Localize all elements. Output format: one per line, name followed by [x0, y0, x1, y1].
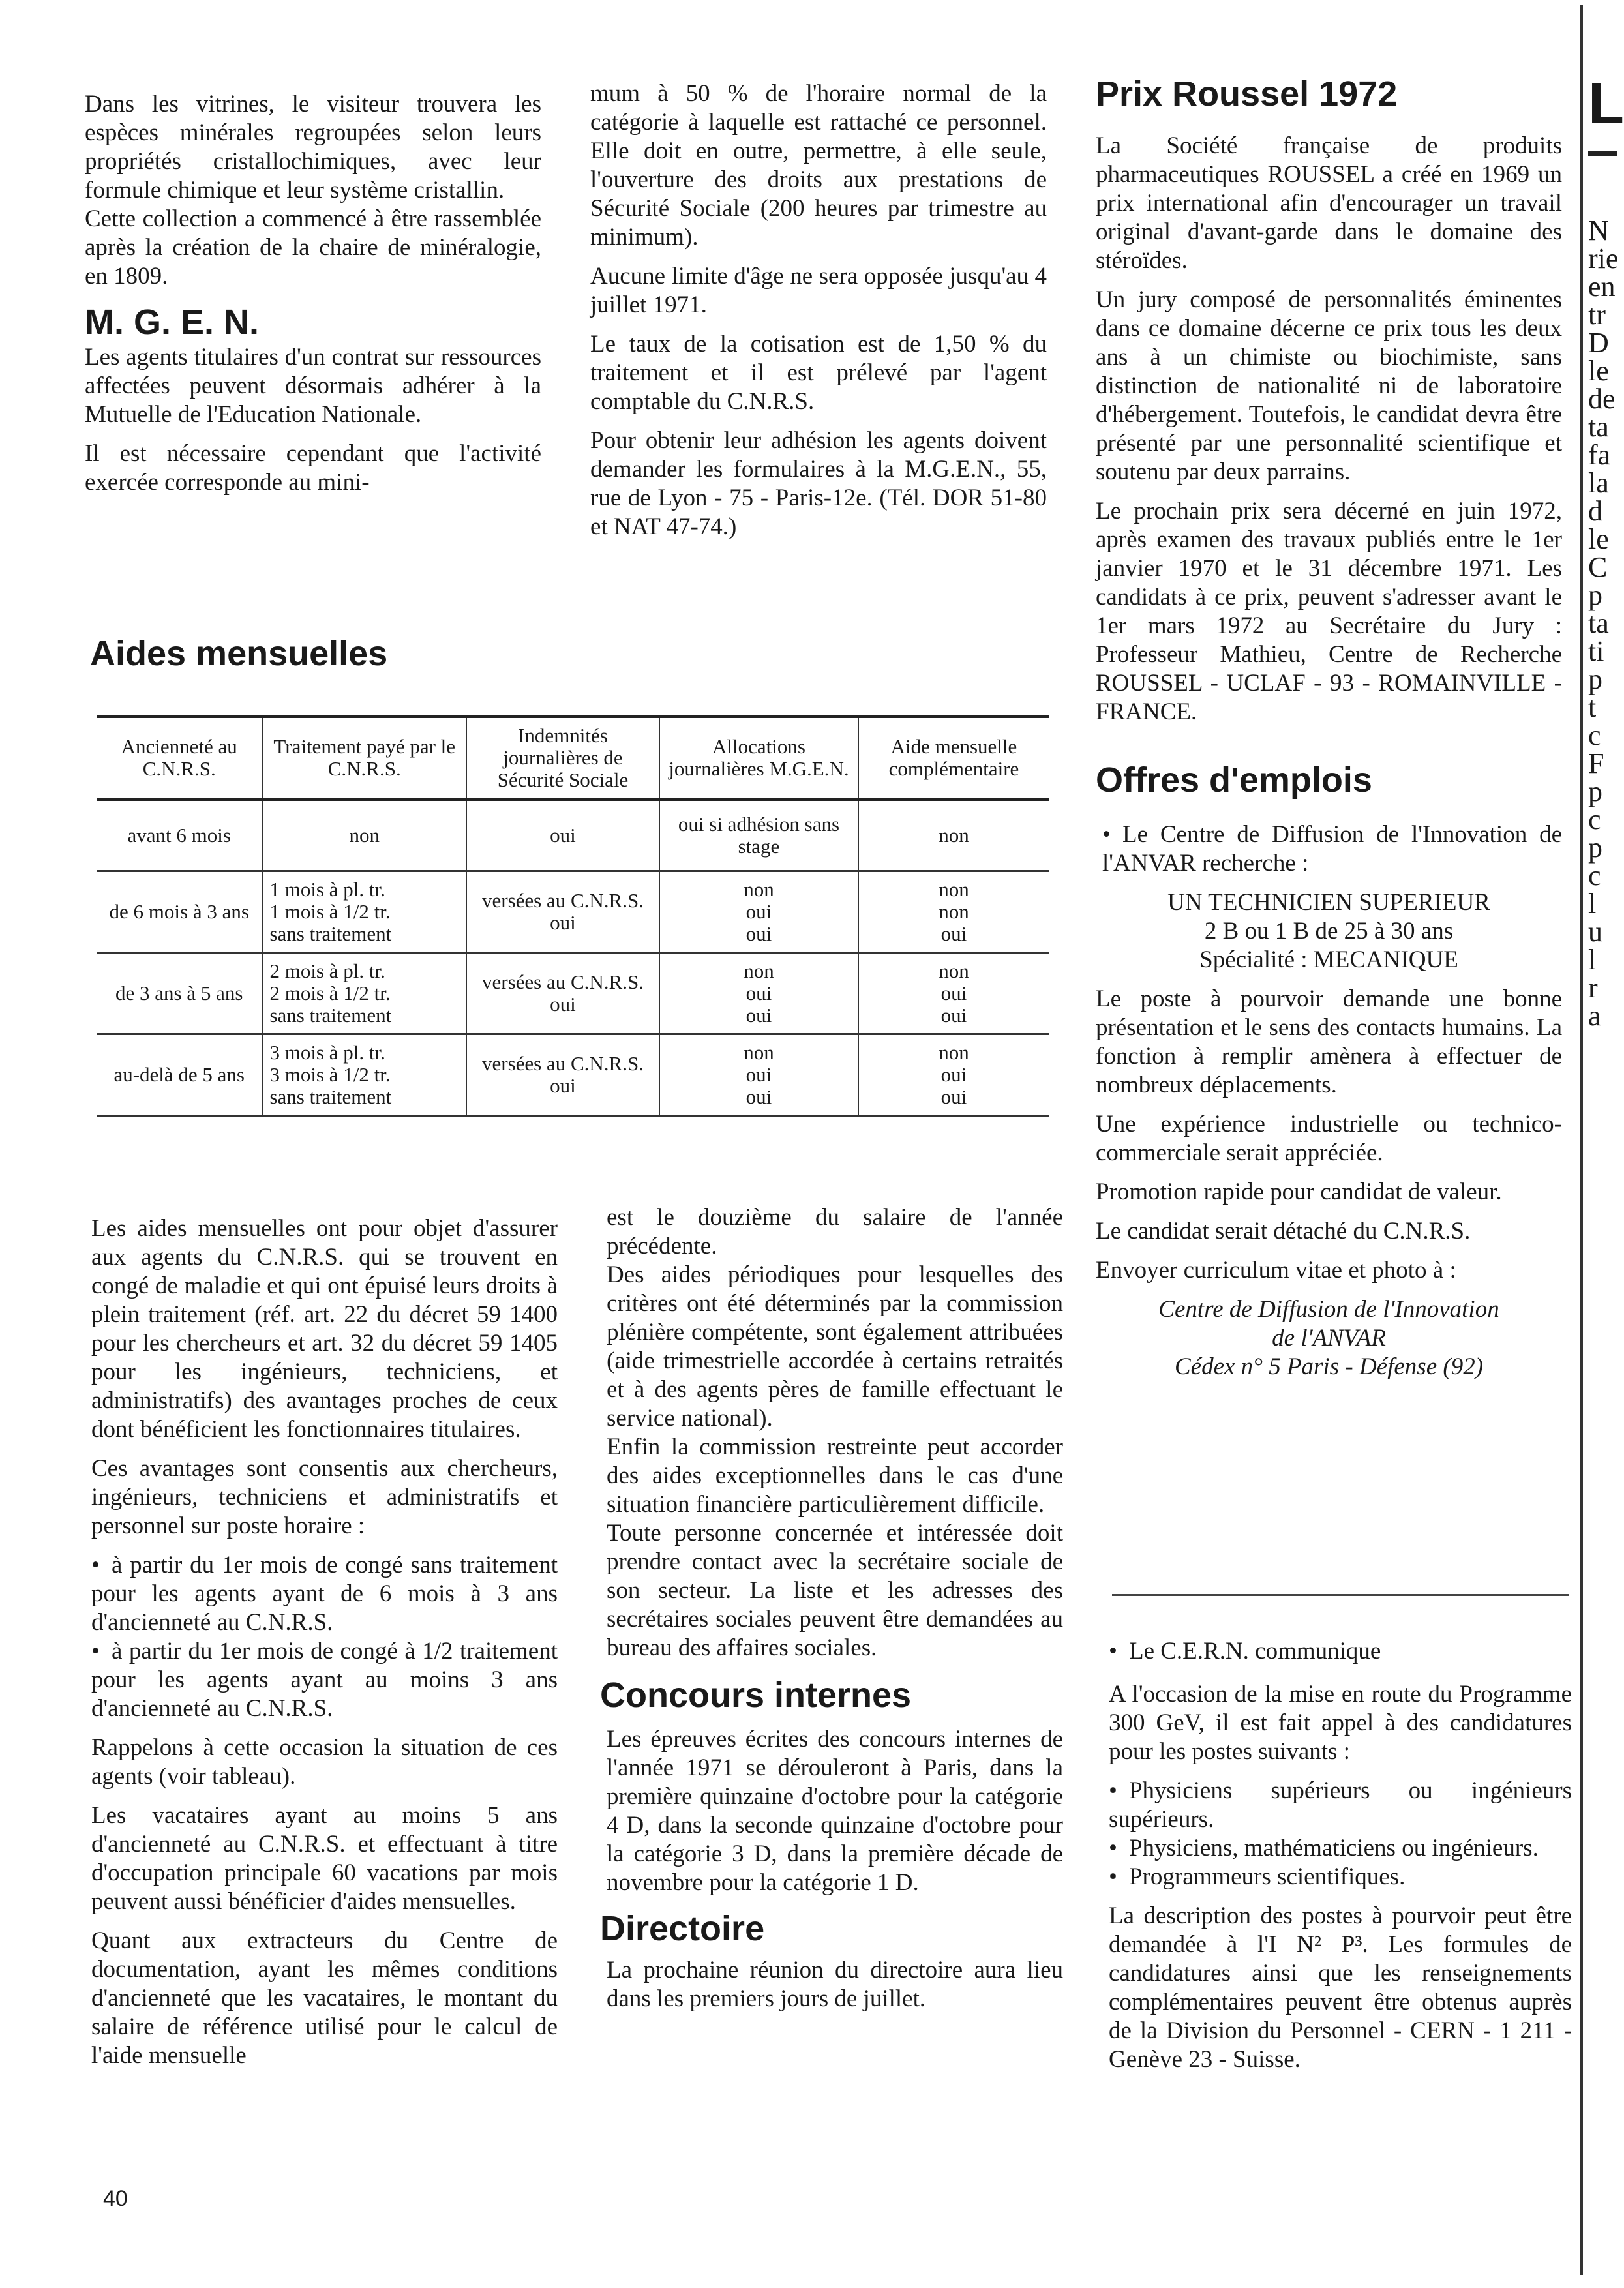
table-cell: 1 mois à pl. tr. 1 mois à 1/2 tr. sans traitement — [262, 871, 466, 953]
table-cell: versées au C.N.R.S. oui — [466, 953, 659, 1034]
directoire-paragraph: La prochaine réunion du directoire aura lieu dans les premiers jours de juillet. — [607, 1957, 1063, 2012]
adjacent-page-letter: L — [1588, 71, 1624, 136]
adjacent-page-fragment: u — [1588, 916, 1602, 948]
adjacent-page-fragment: p — [1588, 832, 1602, 864]
adjacent-page-fragment: C — [1588, 551, 1608, 583]
roussel-paragraph-3: Le prochain prix sera décerné en juin 1972, après examen des travaux publiés entre le 1er janvier 1970 et le 31 décembre 1971. Les candidats à ce prix, peuvent s'adresser avant le 1er mars 1972 au Secrétaire du Jury : Professeur Mathieu, Centre de Recherche ROUSSEL - UCLAF - 93 - ROMAINVILLE - FRANCE. — [1096, 498, 1562, 725]
adjacent-page-fragment: de — [1588, 383, 1616, 415]
cern-block — [1109, 1637, 1572, 2085]
aides-paragraph-6: est le douzième du salaire de l'année précédente. — [607, 1204, 1063, 1259]
table-cell: avant 6 mois — [97, 800, 262, 871]
header-indemnites: Indemnités journalières de Sécurité Sociale — [466, 717, 659, 800]
table-cell: non oui oui — [659, 953, 858, 1034]
adjacent-page-fragment: rie — [1588, 243, 1619, 275]
adjacent-page-fragment: ta — [1588, 411, 1609, 443]
column-1-top — [85, 90, 541, 507]
concours-paragraph: Les épreuves écrites des concours internes de l'année 1971 se dérouleront à Paris, dans la première quinzaine d'octobre pour la catégorie 4 D, dans la seconde quinzaine d'octobre pour la catégorie 3 D, dans la première décade de novembre pour la catégorie 1 D. — [607, 1726, 1063, 1896]
address-line-3: Cédex n° 5 Paris - Défense (92) — [1174, 1353, 1484, 1380]
table-cell: au-delà de 5 ans — [97, 1034, 262, 1116]
offres-paragraph-5: Envoyer curriculum vitae et photo à : — [1096, 1257, 1456, 1284]
mgen-paragraph-3: mum à 50 % de l'horaire normal de la catégorie à laquelle est rattaché ce personnel. Elle doit en outre, permettre, à elle seule, l'ouverture des droits aux prestations de Sécurité Sociale (200 heures par trimestre au minimum). — [590, 80, 1047, 250]
aides-paragraph-1: Les aides mensuelles ont pour objet d'assurer aux agents du C.N.R.S. qui se trouvent en congé de maladie et qui ont épuisé leurs droits à plein traitement (réf. art. 22 du décret 59 1400 pour les chercheurs et art. 32 du décret 59 1405 pour les ingénieurs, techniciens, et administratifs) des avantages proches de ceux dont bénéficient les fonctionnaires titulaires. — [91, 1215, 558, 1443]
aides-paragraph-8: Enfin la commission restreinte peut accorder des aides exceptionnelles dans le cas d'une situation financière particulièrement difficile. — [607, 1434, 1063, 1518]
column-2-top — [590, 80, 1047, 552]
adjacent-page-fragment: l — [1588, 944, 1597, 976]
roussel-paragraph-1: La Société française de produits pharmaceutiques ROUSSEL a créé en 1969 un prix international afin d'encourager un travail original d'avant-garde dans le domaine des stéroïdes. — [1096, 132, 1562, 274]
cern-paragraph-2: La description des postes à pourvoir peut être demandée à l'I N² P³. Les formules de candidatures ainsi que les renseignements complémentaires peuvent être obtenus auprès de la Division du Personnel - CERN - 1 211 - Genève 23 - Suisse. — [1109, 1903, 1572, 2073]
offres-paragraph-3: Promotion rapide pour candidat de valeur. — [1096, 1179, 1502, 1205]
aides-bullet-2: • à partir du 1er mois de congé à 1/2 traitement pour les agents ayant au moins 3 ans d'ancienneté au C.N.R.S. — [91, 1637, 558, 1723]
aides-table-wrapper — [97, 715, 1049, 1117]
table-cell: versées au C.N.R.S. oui — [466, 1034, 659, 1116]
adjacent-page-fragment: p — [1588, 775, 1602, 807]
header-anciennete: Ancienneté au C.N.R.S. — [97, 717, 262, 800]
adjacent-page-fragment: c — [1588, 860, 1601, 892]
table-cell: versées au C.N.R.S. oui — [466, 871, 659, 953]
intro-paragraph-1: Dans les vitrines, le visiteur trouvera les espèces minérales regroupées selon leurs propriétés cristallochimiques, avec leur formule chimique et leur système cristallin. — [85, 91, 541, 203]
table-cell: non oui oui — [659, 871, 858, 953]
offres-bullet: • Le Centre de Diffusion de l'Innovation de l'ANVAR recherche : — [1102, 820, 1562, 878]
adjacent-page-fragment: D — [1588, 327, 1609, 359]
table-cell: de 3 ans à 5 ans — [97, 953, 262, 1034]
job-grade: 2 B ou 1 B de 25 à 30 ans — [1204, 918, 1454, 944]
aides-paragraph-4: Les vacataires ayant au moins 5 ans d'ancienneté au C.N.R.S. et effectuant à titre d'occupation principale 60 vacations par mois peuvent aussi bénéficier d'aides mensuelles. — [91, 1802, 558, 1915]
adjacent-page-fragment: le — [1588, 523, 1609, 555]
table-cell: non — [262, 800, 466, 871]
table-cell: oui — [466, 800, 659, 871]
adjacent-page-fragment: fa — [1588, 439, 1611, 471]
adjacent-page-fragment: N — [1588, 215, 1609, 247]
roussel-paragraph-2: Un jury composé de personnalités éminentes dans ce domaine décerne ce prix tous les deux ans à un chimiste ou biochimiste, sans distinction de nationalité ni de laboratoire d'hébergement. Toutefois, le candidat devra être présenté par une personnalité scientifique et soutenu par deux parrains. — [1096, 286, 1562, 485]
offres-heading: Offres d'emplois — [1096, 760, 1372, 800]
offres-paragraph-4: Le candidat serait détaché du C.N.R.S. — [1096, 1218, 1471, 1244]
cern-list-item: • Programmeurs scientifiques. — [1109, 1863, 1572, 1891]
table-cell: non non oui — [858, 871, 1049, 953]
aides-paragraph-3: Rappelons à cette occasion la situation de ces agents (voir tableau). — [91, 1734, 558, 1790]
address-line-1: Centre de Diffusion de l'Innovation — [1158, 1296, 1499, 1323]
directoire-heading: Directoire — [600, 1909, 765, 1948]
cern-paragraph-1: A l'occasion de la mise en route du Programme 300 GeV, il est fait appel à des candidatures pour les postes suivants : — [1109, 1681, 1572, 1765]
cern-list-item: • Physiciens supérieurs ou ingénieurs supérieurs. — [1109, 1777, 1572, 1834]
header-traitement: Traitement payé par le C.N.R.S. — [262, 717, 466, 800]
page-fold-line — [1580, 5, 1583, 2275]
table-row — [97, 871, 1049, 953]
adjacent-page-fragment: l — [1588, 888, 1597, 920]
adjacent-page-fragment: ta — [1588, 607, 1609, 639]
table-cell: non oui oui — [659, 1034, 858, 1116]
aides-table — [97, 715, 1049, 1117]
job-specialty: Spécialité : MECANIQUE — [1199, 946, 1458, 973]
table-cell: non oui oui — [858, 953, 1049, 1034]
adjacent-page-fragment: la — [1588, 467, 1609, 499]
mgen-paragraph-6: Pour obtenir leur adhésion les agents doivent demander les formulaires à la M.G.E.N., 55, rue de Lyon - 75 - Paris-12e. (Tél. DOR 51-80 et NAT 47-74.) — [590, 427, 1047, 540]
adjacent-page-fragment: r — [1588, 972, 1598, 1004]
offres-paragraph-2: Une expérience industrielle ou technico-commerciale serait appréciée. — [1096, 1111, 1562, 1166]
table-row — [97, 953, 1049, 1034]
aides-bullet-1: • à partir du 1er mois de congé sans traitement pour les agents ayant de 6 mois à 3 ans d'ancienneté au C.N.R.S. — [91, 1551, 558, 1637]
aides-paragraph-5: Quant aux extracteurs du Centre de documentation, ayant les mêmes conditions d'ancienneté que les vacataires, le montant du salaire de référence utilisé pour le calcul de l'aide mensuelle — [91, 1927, 558, 2069]
adjacent-page-fragment: c — [1588, 804, 1601, 835]
aides-paragraph-7: Des aides périodiques pour lesquelles des critères ont été déterminés par la commission plénière compétente, sont également attribuées (aide trimestrielle accordée à certains retraités et à des agents pères de famille effectuant le service national). — [607, 1261, 1063, 1432]
table-cell: de 6 mois à 3 ans — [97, 871, 262, 953]
adjacent-page-fragment: p — [1588, 579, 1602, 611]
adjacent-page-fragment: ti — [1588, 635, 1604, 667]
mgen-heading: M. G. E. N. — [85, 303, 260, 342]
adjacent-page-fragment: d — [1588, 495, 1602, 527]
column-1-bottom — [91, 1214, 558, 2081]
mgen-paragraph-1: Les agents titulaires d'un contrat sur ressources affectées peuvent désormais adhérer à la Mutuelle de l'Education Nationale. — [85, 344, 541, 428]
job-title: UN TECHNICIEN SUPERIEUR — [1167, 889, 1490, 916]
header-allocations: Allocations journalières M.G.E.N. — [659, 717, 858, 800]
adjacent-page-rule — [1588, 151, 1617, 156]
adjacent-page-fragment: a — [1588, 1000, 1601, 1032]
table-cell: non — [858, 800, 1049, 871]
table-cell: 3 mois à pl. tr. 3 mois à 1/2 tr. sans traitement — [262, 1034, 466, 1116]
table-cell: non oui oui — [858, 1034, 1049, 1116]
mgen-paragraph-4: Aucune limite d'âge ne sera opposée jusqu'au 4 juillet 1971. — [590, 263, 1047, 318]
table-cell: 2 mois à pl. tr. 2 mois à 1/2 tr. sans traitement — [262, 953, 466, 1034]
intro-paragraph-2: Cette collection a commencé à être rassemblée après la création de la chaire de minéralogie, en 1809. — [85, 205, 541, 290]
adjacent-page-fragment: le — [1588, 355, 1609, 387]
table-cell: oui si adhésion sans stage — [659, 800, 858, 871]
address-line-2: de l'ANVAR — [1272, 1325, 1386, 1351]
aides-paragraph-2: Ces avantages sont consentis aux chercheurs, ingénieurs, techniciens et administratifs et personnel sur poste horaire : — [91, 1455, 558, 1539]
table-header-row — [97, 717, 1049, 800]
adjacent-page-edge — [1569, 0, 1624, 2288]
column-3 — [1096, 73, 1562, 1392]
section-divider — [1112, 1594, 1569, 1596]
cern-bullet: • Le C.E.R.N. communique — [1109, 1637, 1572, 1666]
table-row — [97, 1034, 1049, 1116]
aides-paragraph-9: Toute personne concernée et intéressée doit prendre contact avec la secrétaire sociale de son secteur. La liste et les adresses des secrétaires sociales peuvent être demandées au bureau des affaires sociales. — [607, 1520, 1063, 1661]
table-row — [97, 800, 1049, 871]
adjacent-page-fragment: F — [1588, 747, 1604, 779]
header-aide: Aide mensuelle complémentaire — [858, 717, 1049, 800]
adjacent-page-fragment: t — [1588, 691, 1597, 723]
adjacent-page-fragment: p — [1588, 663, 1602, 695]
cern-list-item: • Physiciens, mathématiciens ou ingénieurs. — [1109, 1834, 1572, 1863]
concours-heading: Concours internes — [600, 1676, 912, 1715]
adjacent-page-fragment: en — [1588, 271, 1616, 303]
aides-heading: Aides mensuelles — [90, 634, 388, 673]
mgen-paragraph-2: Il est nécessaire cependant que l'activité exercée corresponde au mini- — [85, 440, 541, 496]
adjacent-page-fragment: tr — [1588, 299, 1606, 331]
roussel-heading: Prix Roussel 1972 — [1096, 74, 1398, 113]
mgen-paragraph-5: Le taux de la cotisation est de 1,50 % du traitement et il est prélevé par l'agent comptable du C.N.R.S. — [590, 331, 1047, 415]
column-2-bottom — [600, 1203, 1063, 2024]
page-number: 40 — [103, 2186, 128, 2211]
offres-paragraph-1: Le poste à pourvoir demande une bonne présentation et le sens des contacts humains. La fonction à remplir amènera à effectuer de nombreux déplacements. — [1096, 986, 1562, 1098]
adjacent-page-fragment: c — [1588, 719, 1601, 751]
